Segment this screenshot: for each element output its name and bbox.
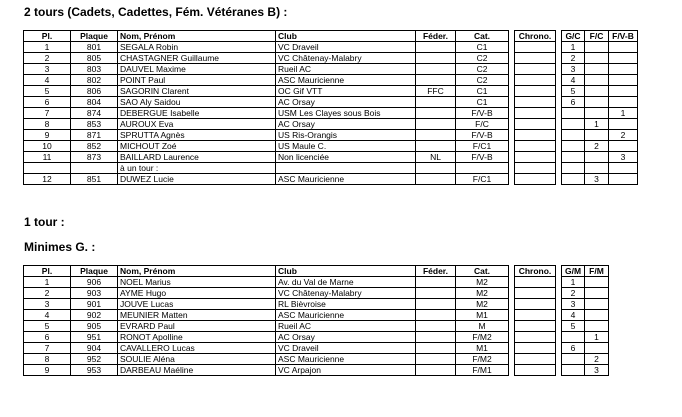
cell-f1 [585, 64, 609, 75]
cell-f1 [585, 97, 609, 108]
cell-club: USM Les Clayes sous Bois [276, 108, 416, 119]
cell-nom-prenom: SOULIE Aléna [118, 354, 276, 365]
cell-chrono [515, 277, 556, 288]
cell-nom-prenom: DEBERGUE Isabelle [118, 108, 276, 119]
cell-cat: C2 [456, 75, 509, 86]
cell-g [562, 141, 585, 152]
cell-pl: 5 [24, 86, 71, 97]
cell-f1 [585, 152, 609, 163]
table-header-row [24, 266, 609, 277]
cell-f1 [585, 130, 609, 141]
cell-plaque: 806 [71, 86, 118, 97]
cell-pl: 6 [24, 332, 71, 343]
cell-chrono [515, 332, 556, 343]
table-row [24, 343, 609, 354]
table-row [24, 53, 638, 64]
cell-nom-prenom: CHASTAGNER Guillaume [118, 53, 276, 64]
cell-f1: 2 [585, 354, 609, 365]
cell-cat: C1 [456, 42, 509, 53]
cell-g: 4 [562, 75, 585, 86]
table-row [24, 42, 638, 53]
table-row [24, 321, 609, 332]
column-header-cat: Cat. [456, 266, 509, 277]
cell-f2 [609, 174, 638, 185]
cell-plaque: 802 [71, 75, 118, 86]
column-header-g: G/M [562, 266, 585, 277]
cell-feder [416, 174, 456, 185]
cell-cat: F/V-B [456, 152, 509, 163]
table-row [24, 64, 638, 75]
cell-cat [456, 163, 509, 174]
cell-f2 [609, 119, 638, 130]
cell-plaque [71, 163, 118, 174]
column-header-chrono: Chrono. [515, 31, 556, 42]
cell-chrono [515, 299, 556, 310]
cell-f1 [585, 310, 609, 321]
cell-nom-prenom: BAILLARD Laurence [118, 152, 276, 163]
cell-club: Av. du Val de Marne [276, 277, 416, 288]
cell-club: ASC Mauricienne [276, 310, 416, 321]
cell-feder [416, 97, 456, 108]
table-row [24, 332, 609, 343]
cell-g [562, 163, 585, 174]
cell-nom-prenom: SPRUTTA Agnès [118, 130, 276, 141]
cell-feder [416, 64, 456, 75]
cell-feder [416, 310, 456, 321]
table-row [24, 75, 638, 86]
cell-feder [416, 141, 456, 152]
cell-club: ASC Mauricienne [276, 354, 416, 365]
cell-f1 [585, 86, 609, 97]
column-header-pl: Pl. [24, 266, 71, 277]
cell-f2: 2 [609, 130, 638, 141]
cell-f1 [585, 53, 609, 64]
table-row [24, 152, 638, 163]
cell-nom-prenom: POINT Paul [118, 75, 276, 86]
cell-plaque: 851 [71, 174, 118, 185]
cell-feder: FFC [416, 86, 456, 97]
cell-plaque: 801 [71, 42, 118, 53]
section-title-minimes: Minimes G. : [24, 240, 96, 254]
column-header-feder: Féder. [416, 31, 456, 42]
cell-club: OC Gif VTT [276, 86, 416, 97]
cell-plaque: 902 [71, 310, 118, 321]
cell-pl [24, 163, 71, 174]
cell-cat: F/C [456, 119, 509, 130]
cell-chrono [515, 321, 556, 332]
cell-plaque: 951 [71, 332, 118, 343]
cell-club: VC Draveil [276, 42, 416, 53]
table-header-row [24, 31, 638, 42]
cell-nom-prenom: DARBEAU Maéline [118, 365, 276, 376]
cell-chrono [515, 152, 556, 163]
cell-club: Rueil AC [276, 321, 416, 332]
cell-plaque: 805 [71, 53, 118, 64]
cell-cat: F/C1 [456, 141, 509, 152]
cell-feder [416, 354, 456, 365]
table-row [24, 174, 638, 185]
cell-club: US Ris-Orangis [276, 130, 416, 141]
cell-feder [416, 321, 456, 332]
cell-chrono [515, 97, 556, 108]
cell-chrono [515, 174, 556, 185]
table-row [24, 130, 638, 141]
column-header-chrono: Chrono. [515, 266, 556, 277]
cell-chrono [515, 119, 556, 130]
cell-pl: 2 [24, 53, 71, 64]
cell-cat: M2 [456, 299, 509, 310]
cell-feder [416, 277, 456, 288]
cell-nom-prenom: RONOT Apolline [118, 332, 276, 343]
table-row [24, 119, 638, 130]
column-header-plaque: Plaque [71, 266, 118, 277]
cell-f1 [585, 321, 609, 332]
cell-f1: 1 [585, 119, 609, 130]
cell-cat: C1 [456, 86, 509, 97]
cell-chrono [515, 365, 556, 376]
cell-f1: 3 [585, 174, 609, 185]
table-row [24, 141, 638, 152]
column-header-f1: F/M [585, 266, 609, 277]
results-table-2-tours [23, 30, 638, 185]
cell-g [562, 152, 585, 163]
cell-plaque: 853 [71, 119, 118, 130]
cell-nom-prenom: AUROUX Eva [118, 119, 276, 130]
table-row [24, 365, 609, 376]
cell-pl: 3 [24, 64, 71, 75]
cell-f1 [585, 343, 609, 354]
cell-nom-prenom: AYME Hugo [118, 288, 276, 299]
cell-cat: M1 [456, 310, 509, 321]
cell-nom-prenom: SAO Aly Saidou [118, 97, 276, 108]
cell-pl: 4 [24, 310, 71, 321]
cell-f1: 2 [585, 141, 609, 152]
cell-feder [416, 288, 456, 299]
results-table-minimes [23, 265, 609, 376]
cell-f2: 3 [609, 152, 638, 163]
cell-plaque: 803 [71, 64, 118, 75]
column-header-f2: F/V-B [609, 31, 638, 42]
cell-f2: 1 [609, 108, 638, 119]
cell-cat: F/M1 [456, 365, 509, 376]
table-row [24, 288, 609, 299]
cell-club: VC Draveil [276, 343, 416, 354]
cell-pl: 1 [24, 42, 71, 53]
cell-club: RL Bièvroise [276, 299, 416, 310]
cell-feder [416, 299, 456, 310]
column-header-nom-prenom: Nom, Prénom [118, 31, 276, 42]
cell-feder [416, 163, 456, 174]
cell-plaque: 905 [71, 321, 118, 332]
cell-plaque: 901 [71, 299, 118, 310]
cell-nom-prenom: DAUVEL Maxime [118, 64, 276, 75]
cell-club: US Maule C. [276, 141, 416, 152]
cell-cat: M1 [456, 343, 509, 354]
cell-feder [416, 42, 456, 53]
cell-cat: C1 [456, 97, 509, 108]
table-row [24, 277, 609, 288]
table-row [24, 86, 638, 97]
cell-pl: 5 [24, 321, 71, 332]
cell-chrono [515, 64, 556, 75]
cell-f1 [585, 299, 609, 310]
cell-pl: 2 [24, 288, 71, 299]
column-header-nom-prenom: Nom, Prénom [118, 266, 276, 277]
cell-plaque: 952 [71, 354, 118, 365]
column-header-club: Club [276, 31, 416, 42]
cell-cat: C2 [456, 64, 509, 75]
cell-f1 [585, 163, 609, 174]
cell-g: 5 [562, 86, 585, 97]
cell-chrono [515, 86, 556, 97]
cell-nom-prenom: MICHOUT Zoé [118, 141, 276, 152]
cell-plaque: 903 [71, 288, 118, 299]
cell-club: Non licenciée [276, 152, 416, 163]
cell-f1: 1 [585, 332, 609, 343]
cell-pl: 9 [24, 365, 71, 376]
cell-cat: M [456, 321, 509, 332]
cell-nom-prenom: MEUNIER Matten [118, 310, 276, 321]
cell-nom-prenom: DUWEZ Lucie [118, 174, 276, 185]
cell-chrono [515, 108, 556, 119]
cell-g: 1 [562, 42, 585, 53]
cell-chrono [515, 343, 556, 354]
column-header-f1: F/C [585, 31, 609, 42]
cell-pl: 6 [24, 97, 71, 108]
column-header-club: Club [276, 266, 416, 277]
cell-feder [416, 53, 456, 64]
cell-g [562, 332, 585, 343]
section-title-2-tours: 2 tours (Cadets, Cadettes, Fém. Vétéranes B) : [24, 5, 288, 19]
cell-g: 6 [562, 97, 585, 108]
cell-feder [416, 365, 456, 376]
cell-g: 5 [562, 321, 585, 332]
cell-plaque: 874 [71, 108, 118, 119]
cell-club [276, 163, 416, 174]
cell-g: 2 [562, 53, 585, 64]
cell-plaque: 904 [71, 343, 118, 354]
cell-f1 [585, 75, 609, 86]
cell-f2 [609, 86, 638, 97]
cell-nom-prenom: CAVALLERO Lucas [118, 343, 276, 354]
cell-chrono [515, 141, 556, 152]
column-header-plaque: Plaque [71, 31, 118, 42]
cell-chrono [515, 288, 556, 299]
cell-g: 6 [562, 343, 585, 354]
cell-plaque: 852 [71, 141, 118, 152]
cell-chrono [515, 75, 556, 86]
cell-cat: F/V-B [456, 108, 509, 119]
cell-nom-prenom: NOEL Marius [118, 277, 276, 288]
column-header-cat: Cat. [456, 31, 509, 42]
cell-feder [416, 75, 456, 86]
cell-nom-prenom: à un tour : [118, 163, 276, 174]
table-row [24, 354, 609, 365]
cell-g: 1 [562, 277, 585, 288]
cell-f2 [609, 64, 638, 75]
cell-plaque: 953 [71, 365, 118, 376]
cell-feder: NL [416, 152, 456, 163]
cell-feder [416, 119, 456, 130]
cell-nom-prenom: SEGALA Robin [118, 42, 276, 53]
section-title-1-tour: 1 tour : [24, 215, 65, 229]
table-row [24, 108, 638, 119]
cell-chrono [515, 163, 556, 174]
cell-pl: 8 [24, 354, 71, 365]
cell-plaque: 906 [71, 277, 118, 288]
cell-pl: 4 [24, 75, 71, 86]
cell-pl: 10 [24, 141, 71, 152]
cell-pl: 7 [24, 108, 71, 119]
cell-club: AC Orsay [276, 97, 416, 108]
cell-g [562, 108, 585, 119]
cell-chrono [515, 354, 556, 365]
cell-cat: F/M2 [456, 354, 509, 365]
cell-g [562, 354, 585, 365]
cell-cat: C2 [456, 53, 509, 64]
column-header-g: G/C [562, 31, 585, 42]
cell-f1 [585, 288, 609, 299]
cell-club: AC Orsay [276, 119, 416, 130]
cell-f1 [585, 108, 609, 119]
cell-chrono [515, 130, 556, 141]
table-row [24, 163, 638, 174]
cell-nom-prenom: SAGORIN Clarent [118, 86, 276, 97]
cell-cat: F/C1 [456, 174, 509, 185]
cell-club: AC Orsay [276, 332, 416, 343]
table-row [24, 299, 609, 310]
cell-f2 [609, 75, 638, 86]
cell-plaque: 871 [71, 130, 118, 141]
cell-f1: 3 [585, 365, 609, 376]
cell-g [562, 119, 585, 130]
cell-pl: 7 [24, 343, 71, 354]
cell-pl: 12 [24, 174, 71, 185]
table-row [24, 310, 609, 321]
cell-pl: 9 [24, 130, 71, 141]
cell-club: Rueil AC [276, 64, 416, 75]
cell-pl: 8 [24, 119, 71, 130]
cell-g: 4 [562, 310, 585, 321]
cell-g: 2 [562, 288, 585, 299]
cell-f2 [609, 97, 638, 108]
cell-feder [416, 343, 456, 354]
cell-cat: F/V-B [456, 130, 509, 141]
cell-nom-prenom: JOUVE Lucas [118, 299, 276, 310]
cell-cat: M2 [456, 277, 509, 288]
cell-g [562, 365, 585, 376]
cell-plaque: 804 [71, 97, 118, 108]
cell-pl: 1 [24, 277, 71, 288]
cell-pl: 3 [24, 299, 71, 310]
cell-f2 [609, 163, 638, 174]
cell-club: VC Châtenay-Malabry [276, 53, 416, 64]
cell-club: ASC Mauricienne [276, 174, 416, 185]
cell-f2 [609, 141, 638, 152]
cell-feder [416, 108, 456, 119]
cell-chrono [515, 42, 556, 53]
cell-nom-prenom: EVRARD Paul [118, 321, 276, 332]
cell-feder [416, 332, 456, 343]
cell-chrono [515, 310, 556, 321]
cell-f2 [609, 53, 638, 64]
cell-club: ASC Mauricienne [276, 75, 416, 86]
cell-club: VC Châtenay-Malabry [276, 288, 416, 299]
table-row [24, 97, 638, 108]
cell-g: 3 [562, 64, 585, 75]
cell-f1 [585, 277, 609, 288]
cell-f1 [585, 42, 609, 53]
cell-g [562, 174, 585, 185]
cell-cat: M2 [456, 288, 509, 299]
cell-feder [416, 130, 456, 141]
column-header-feder: Féder. [416, 266, 456, 277]
cell-g: 3 [562, 299, 585, 310]
column-header-pl: Pl. [24, 31, 71, 42]
cell-pl: 11 [24, 152, 71, 163]
cell-f2 [609, 42, 638, 53]
cell-club: VC Arpajon [276, 365, 416, 376]
cell-plaque: 873 [71, 152, 118, 163]
cell-chrono [515, 53, 556, 64]
cell-cat: F/M2 [456, 332, 509, 343]
cell-g [562, 130, 585, 141]
